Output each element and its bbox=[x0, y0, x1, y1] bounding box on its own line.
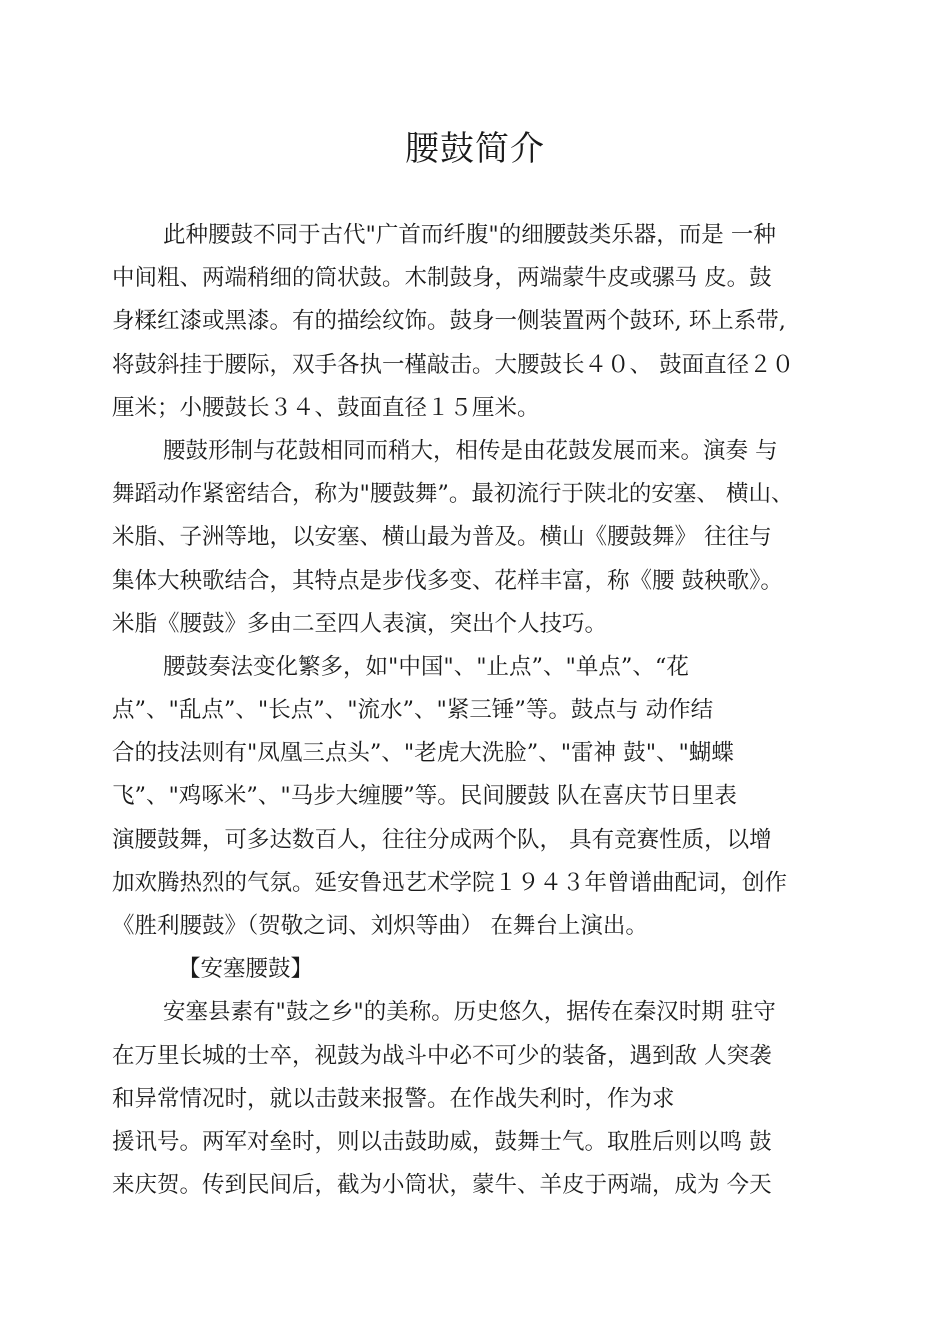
text-line: 将鼓斜挂于腰际，双手各执一槿敲击。大腰鼓长４０、 鼓面直径２０ bbox=[112, 351, 795, 378]
text-line: 加欢腾热烈的气氛。延安鲁迅艺术学院１９４３年曾谱曲配词，创作 bbox=[112, 869, 788, 896]
text-line: 厘米；小腰鼓长３４、鼓面直径１５厘米。 bbox=[112, 394, 540, 421]
text-line: 《胜利腰鼓》（贺敬之词、刘炽等曲） 在舞台上演出。 bbox=[112, 913, 648, 939]
text-line: 腰鼓形制与花鼓相同而稍大，相传是由花鼓发展而来。演奏 与 bbox=[163, 437, 778, 464]
text-line: 安塞县素有"鼓之乡"的美称。历史悠久，据传在秦汉时期 驻守 bbox=[163, 999, 776, 1026]
text-line: 中间粗、两端稍细的筒状鼓。木制鼓身，两端蒙牛皮或骡马 皮。鼓 bbox=[112, 265, 772, 292]
text-line: 腰鼓奏法变化繁多，如"中国"、"止点”、"单点”、“花 bbox=[163, 653, 689, 680]
text-line: 演腰鼓舞，可多达数百人，往往分成两个队， 具有竞赛性质，以增 bbox=[112, 826, 772, 853]
text-line: 在万里长城的士卒，视鼓为战斗中必不可少的装备，遇到敌 人突袭 bbox=[112, 1042, 772, 1069]
text-line: 此种腰鼓不同于古代"广首而纤腹"的细腰鼓类乐器，而是 一种 bbox=[163, 222, 776, 248]
text-line: 身糅红漆或黑漆。有的描绘纹饰。鼓身一侧装置两个鼓环, 环上系带, bbox=[112, 308, 786, 335]
text-line: 援讯号。两军对垒时，则以击鼓助威，鼓舞士气。取胜后则以鸣 鼓 bbox=[112, 1128, 772, 1155]
text-line: 集体大秧歌结合，其特点是步伐多变、花样丰富，称《腰 鼓秧歌》。 bbox=[112, 567, 783, 594]
text-line: 舞蹈动作紧密结合，称为"腰鼓舞”。最初流行于陕北的安塞、 横山、 bbox=[112, 481, 794, 508]
text-line: 飞”、"鸡啄米”、"马步大缠腰”等。民间腰鼓 队在喜庆节日里表 bbox=[112, 783, 737, 810]
text-line: 米脂、子洲等地，以安塞、横山最为普及。横山《腰鼓舞》 往往与 bbox=[112, 524, 772, 551]
page-title: 腰鼓简介 bbox=[405, 129, 545, 169]
text-line: 来庆贺。传到民间后，截为小筒状，蒙牛、羊皮于两端，成为 今天 bbox=[112, 1172, 772, 1199]
text-line: 米脂《腰鼓》多由二至四人表演，突出个人技巧。 bbox=[112, 610, 608, 637]
text-line: 和异常情况时，就以击鼓来报警。在作战失利时，作为求 bbox=[112, 1085, 675, 1112]
text-line: 合的技法则有"凤凰三点头”、"老虎大洗脸”、"雷神 鼓"、"蝴蝶 bbox=[112, 740, 734, 767]
document-body bbox=[112, 214, 852, 1207]
section-heading: 【安塞腰鼓】 bbox=[178, 956, 314, 983]
text-line: 点”、"乱点”、"长点”、"流水”、"紧三锤”等。鼓点与 动作结 bbox=[112, 697, 714, 724]
